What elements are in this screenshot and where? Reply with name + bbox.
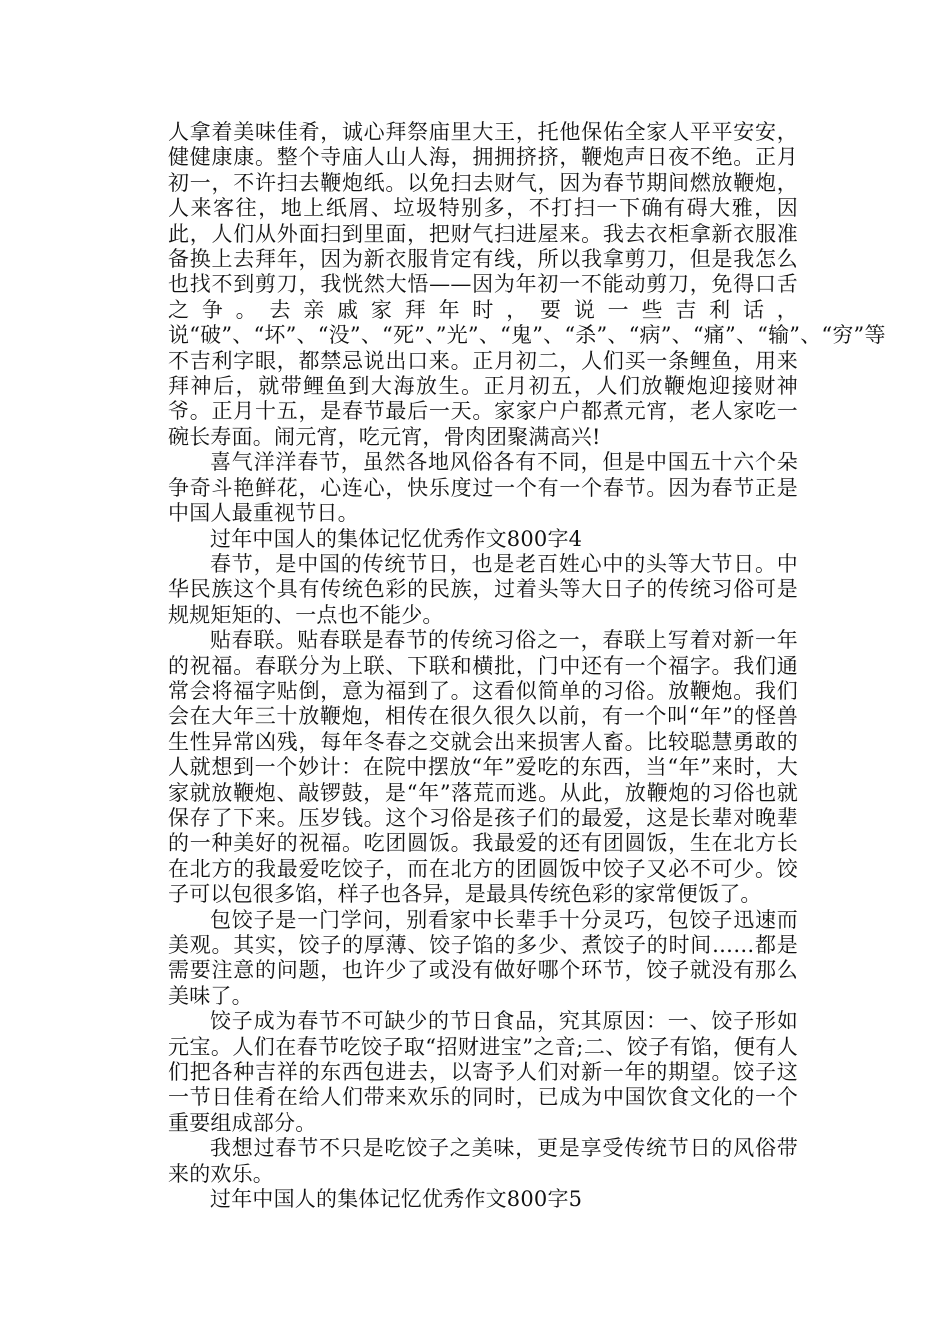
paragraph-continued: 人拿着美味佳肴，诚心拜祭庙里大王，托他保佑全家人平平安安，健健康康。整个寺庙人山人海，拥拥挤挤，鞭炮声日夜不绝。正月初一，不许扫去鞭炮纸。以免扫去财气，因为春节期间燃放鞭炮，人来客往，地上纸屑、垃圾特别多，不打扫一下确有碍大雅，因此，人们从外面扫到里面，把财气扫进屋来。我去衣柜拿新衣服准备换上去拜年，因为新衣服肯定有线，所以我拿剪刀，但是我怎么也找不到剪刀，我恍然大悟——因为年初一不能动剪刀，免得口舌之争。去亲戚家拜年时，要说一些吉利话，说“破”、“坏”、“没”、“死”、”光”、“鬼”、“杀”、“病”、“痛”、“输”、“穷”等不吉利字眼，都禁忌说出口来。正月初二，人们买一条鲤鱼，用来拜神后，就带鲤鱼到大海放生。正月初五，人们放鞭炮迎接财神爷。正月十五，是春节最后一天。家家户户都煮元宵，老人家吃一碗长寿面。闹元宵，吃元宵，骨肉团聚满高兴! — [168, 120, 886, 449]
paragraph-conclusion: 喜气洋洋春节，虽然各地风俗各有不同，但是中国五十六个朵争奇斗艳鲜花，心连心，快乐度过一个有一个春节。因为春节正是中国人最重视节日。 — [168, 450, 798, 526]
paragraph-intro: 春节，是中国的传统节日，也是老百姓心中的头等大节日。中华民族这个具有传统色彩的民族，过着头等大日子的传统习俗可是规规矩矩的、一点也不能少。 — [168, 551, 798, 627]
paragraph-customs: 贴春联。贴春联是春节的传统习俗之一，春联上写着对新一年的祝福。春联分为上联、下联和横批，门中还有一个福字。我们通常会将福字贴倒，意为福到了。这看似简单的习俗。放鞭炮。我们会在大年三十放鞭炮，相传在很久很久以前，有一个叫“年”的怪兽生性异常凶残，每年冬春之交就会出来损害人畜。比较聪慧勇敢的人就想到一个妙计：在院中摆放“年”爱吃的东西，当“年”来时，大家就放鞭炮、敲锣鼓，是“年”落荒而逃。从此，放鞭炮的习俗也就保存了下来。压岁钱。这个习俗是孩子们的最爱，这是长辈对晚辈的一种美好的祝福。吃团圆饭。我最爱的还有团圆饭，生在北方长在北方的我最爱吃饺子，而在北方的团圆饭中饺子又必不可少。饺子可以包很多馅，样子也各异，是最具传统色彩的家常便饭了。 — [168, 628, 798, 907]
essay-title-4: 过年中国人的集体记忆优秀作文800字4 — [210, 526, 583, 551]
essay-title-5: 过年中国人的集体记忆优秀作文800字5 — [210, 1187, 583, 1212]
paragraph-dumplings-making: 包饺子是一门学问，别看家中长辈手十分灵巧，包饺子迅速而美观。其实，饺子的厚薄、饺子馅的多少、煮饺子的时间……都是需要注意的问题，也许少了或没有做好哪个环节，饺子就没有那么美味了。 — [168, 907, 798, 1008]
paragraph-closing: 我想过春节不只是吃饺子之美味，更是享受传统节日的风俗带来的欢乐。 — [168, 1136, 798, 1186]
document-page — [168, 120, 886, 1212]
paragraph-dumplings-meaning: 饺子成为春节不可缺少的节日食品，究其原因：一、饺子形如元宝。人们在春节吃饺子取“招财进宝”之音;二、饺子有馅，便有人们把各种吉祥的东西包进去，以寄予人们对新一年的期望。饺子这一节日佳肴在给人们带来欢乐的同时，已成为中国饮食文化的一个重要组成部分。 — [168, 1009, 798, 1135]
